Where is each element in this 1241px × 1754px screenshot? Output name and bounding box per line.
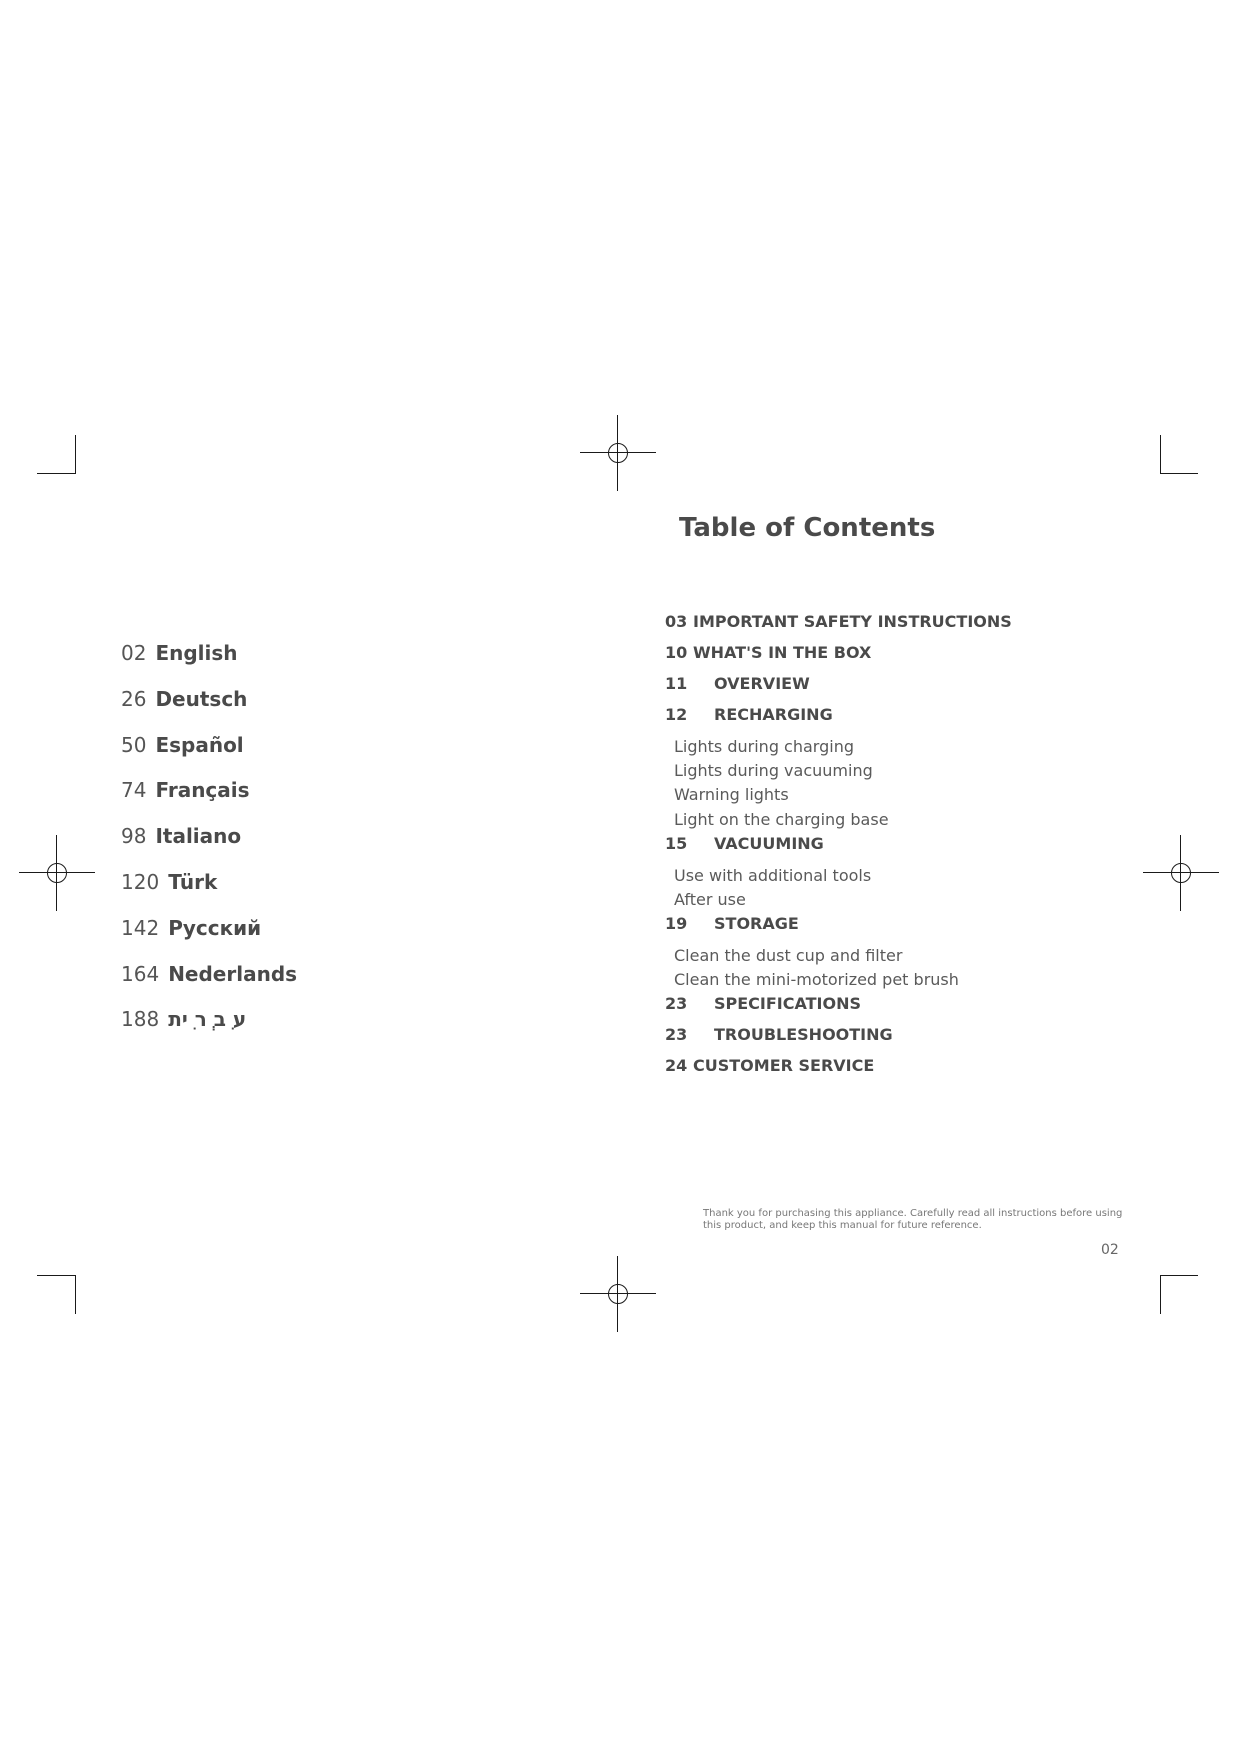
language-entry-nederlands[interactable]: 164 Nederlands bbox=[121, 962, 298, 986]
toc-entry-in-the-box[interactable]: 10 WHAT'S IN THE BOX bbox=[665, 643, 872, 662]
toc-entry-vacuuming[interactable]: 15 VACUUMING bbox=[665, 834, 824, 853]
toc-subentry-light-base[interactable]: Light on the charging base bbox=[674, 810, 889, 829]
toc-subentry-dust-cup[interactable]: Clean the dust cup and filter bbox=[674, 946, 903, 965]
language-entry-espanol[interactable]: 50 Español bbox=[121, 733, 244, 757]
toc-entry-specifications[interactable]: 23 SPECIFICATIONS bbox=[665, 994, 862, 1013]
registration-mark-top bbox=[580, 415, 656, 491]
registration-mark-right bbox=[1143, 835, 1219, 911]
toc-subentry-additional-tools[interactable]: Use with additional tools bbox=[674, 866, 872, 885]
toc-entry-storage[interactable]: 19 STORAGE bbox=[665, 914, 799, 933]
thank-you-line-1: Thank you for purchasing this appliance. Carefully read all instructions before using bbox=[703, 1208, 1123, 1219]
language-entry-russian[interactable]: 142 Русский bbox=[121, 916, 262, 940]
toc-subentry-after-use[interactable]: After use bbox=[674, 890, 746, 909]
language-entry-deutsch[interactable]: 26 Deutsch bbox=[121, 687, 248, 711]
page-number: 02 bbox=[1101, 1242, 1119, 1258]
registration-mark-bottom bbox=[580, 1256, 656, 1332]
toc-subentry-pet-brush[interactable]: Clean the mini-motorized pet brush bbox=[674, 970, 959, 989]
toc-subentry-lights-vacuuming[interactable]: Lights during vacuuming bbox=[674, 761, 873, 780]
toc-entry-overview[interactable]: 11 OVERVIEW bbox=[665, 674, 810, 693]
toc-subentry-lights-charging[interactable]: Lights during charging bbox=[674, 737, 854, 756]
language-entry-english[interactable]: 02 English bbox=[121, 641, 238, 665]
language-entry-francais[interactable]: 74 Français bbox=[121, 778, 250, 802]
language-entry-italiano[interactable]: 98 Italiano bbox=[121, 824, 242, 848]
toc-entry-safety[interactable]: 03 IMPORTANT SAFETY INSTRUCTIONS bbox=[665, 612, 1012, 631]
thank-you-line-2: this product, and keep this manual for future reference. bbox=[703, 1220, 982, 1231]
registration-mark-left bbox=[19, 835, 95, 911]
toc-entry-troubleshooting[interactable]: 23 TROUBLESHOOTING bbox=[665, 1025, 893, 1044]
toc-subentry-warning-lights[interactable]: Warning lights bbox=[674, 785, 789, 804]
toc-entry-customer-service[interactable]: 24 CUSTOMER SERVICE bbox=[665, 1056, 875, 1075]
language-entry-turk[interactable]: 120 Türk bbox=[121, 870, 218, 894]
toc-title: Table of Contents bbox=[679, 513, 936, 543]
thank-you-note bbox=[703, 1208, 1123, 1232]
language-entry-hebrew[interactable]: 188 ע ִב ְר ִית bbox=[121, 1007, 247, 1031]
toc-entry-recharging[interactable]: 12 RECHARGING bbox=[665, 705, 833, 724]
